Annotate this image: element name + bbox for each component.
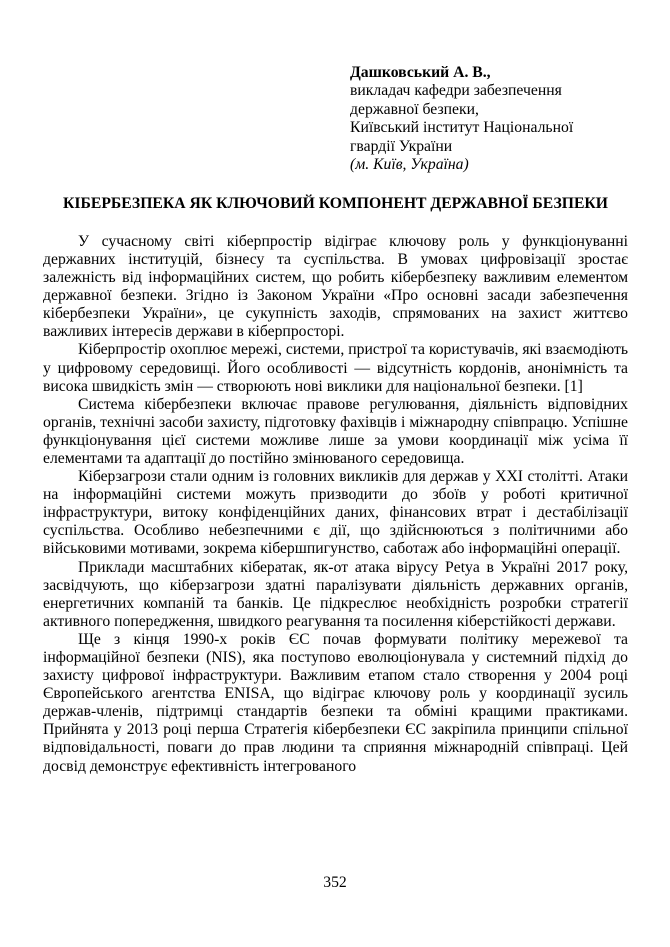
author-block (350, 64, 628, 174)
body-paragraph-1: У сучасному світі кіберпростір відіграє ключову роль у функціонуванні державних інституцій, бізнесу та суспільства. В умовах цифровізації зростає залежність від інформаційних систем, що робить кібербезпеку важливим елементом державної безпеки. Згідно із Законом України «Про основні засади забезпечення кібербезпеки України», це сукупність заходів, спрямованих на захист життєво важливих інтересів держави в кіберпросторі. (43, 232, 628, 341)
author-affiliation-line-3: Київський інститут Національної (350, 119, 574, 137)
body-paragraph-2: Кіберпростір охоплює мережі, системи, пристрої та користувачів, які взаємодіють у цифровому середовищі. Його особливості — відсутність кордонів, анонімність та висока швидкість змін — створюють нові виклики для національної безпеки. [1] (43, 341, 628, 395)
article-title: КІБЕРБЕЗПЕКА ЯК КЛЮЧОВИЙ КОМПОНЕНТ ДЕРЖАВНОЇ БЕЗПЕКИ (63, 195, 608, 213)
page-number: 352 (323, 874, 347, 891)
author-affiliation-line-1: викладач кафедри забезпечення (350, 82, 562, 100)
body-paragraph-4: Кіберзагрози стали одним із головних викликів для держав у XXI столітті. Атаки на інформаційні системи можуть призводити до збоїв у роботі критичної інфраструктури, витоку конфіденційних даних, фінансових втрат і дестабілізації суспільства. Особливо небезпечними є дії, що здійснюються з політичними або військовими мотивами, зокрема кібершпигунство, саботаж або інформаційні операції. (43, 468, 628, 558)
body-paragraph-3: Система кібербезпеки включає правове регулювання, діяльність відповідних органів, технічні засоби захисту, підготовку фахівців і міжнародну співпрацю. Успішне функціонування цієї системи можливе лише за умови координації між усіма її елементами та адаптації до постійно змінюваного середовища. (43, 395, 628, 467)
author-name: Дашковський А. В., (350, 64, 491, 81)
author-location: (м. Київ, Україна) (350, 156, 469, 174)
author-affiliation-line-4: гвардії України (350, 137, 453, 155)
body-paragraph-5: Приклади масштабних кібератак, як-от атака вірусу Petya в Україні 2017 року, засвідчують, що кіберзагрози здатні паралізувати діяльність державних органів, енергетичних компаній та банків. Це підкреслює необхідність розробки стратегії активного попередження, швидкого реагування та посилення кіберстійкості держави. (43, 558, 628, 630)
author-affiliation-line-2: державної безпеки, (350, 100, 479, 118)
body-paragraph-6: Ще з кінця 1990-х років ЄС почав формувати політику мережевої та інформаційної безпеки (NIS), яка поступово еволюціонувала у системний підхід до захисту цифрової інфраструктури. Важливим етапом стало створення у 2004 році Європейського агентства ENISA, що відіграє ключову роль у координації зусиль держав-членів, підтримці стандартів безпеки та обміні кращими практиками. Прийнята у 2013 році перша Стратегія кібербезпеки ЄС закріпила принципи спільної відповідальності, поваги до прав людини та сприяння міжнародній співпраці. Цей досвід демонструє ефективність інтегрованого (43, 630, 628, 775)
page-content (43, 64, 628, 776)
